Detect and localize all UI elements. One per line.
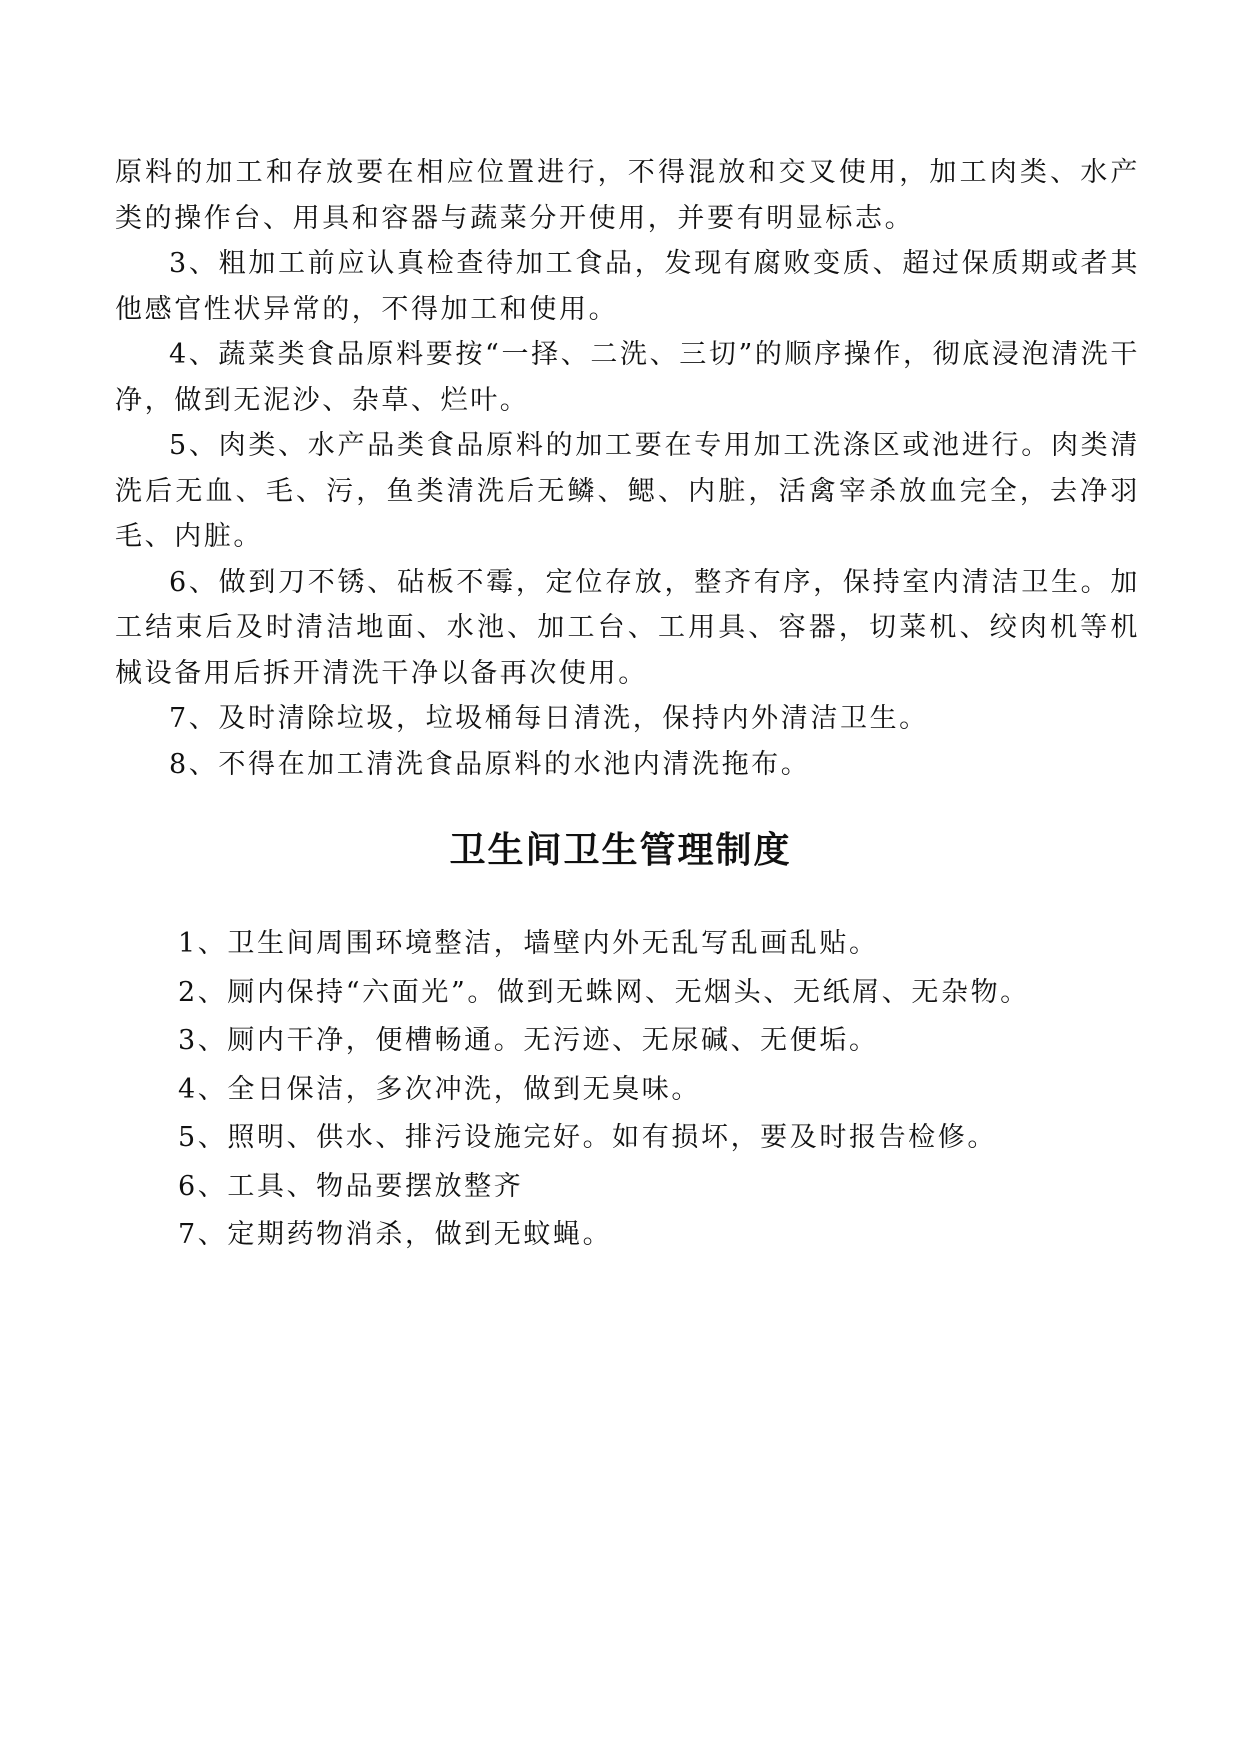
restroom-rules-list [178, 920, 1138, 1260]
section-title: 卫生间卫生管理制度 [449, 830, 792, 871]
rule-item-3: 3、粗加工前应认真检查待加工食品，发现有腐败变质、超过保质期或者其他感官性状异常的，不得加工和使用。 [115, 248, 1140, 325]
restroom-rule-6: 6、工具、物品要摆放整齐 [178, 1170, 524, 1202]
restroom-rule-7: 7、定期药物消杀，做到无蚊蝇。 [178, 1219, 613, 1250]
restroom-rule-1: 1、卫生间周围环境整洁，墙壁内外无乱写乱画乱贴。 [178, 928, 879, 959]
restroom-rule-2: 2、厕内保持“六面光”。做到无蛛网、无烟头、无纸屑、无杂物。 [178, 976, 1030, 1008]
restroom-rule-3: 3、厕内干净，便槽畅通。无污迹、无尿碱、无便垢。 [178, 1025, 879, 1056]
rule-item-4: 4、蔬菜类食品原料要按“一择、二洗、三切”的顺序操作，彻底浸泡清洗干净，做到无泥沙、杂草、烂叶。 [115, 339, 1140, 416]
rule-item-6: 6、做到刀不锈、砧板不霉，定位存放，整齐有序，保持室内清洁卫生。加工结束后及时清洁地面、水池、加工台、工用具、容器，切菜机、绞肉机等机械设备用后拆开清洗干净以备再次使用。 [115, 566, 1140, 689]
rule-item-5: 5、肉类、水产品类食品原料的加工要在专用加工洗涤区或池进行。肉类清洗后无血、毛、污，鱼类清洗后无鳞、鳃、内脏，活禽宰杀放血完全，去净羽毛、内脏。 [115, 430, 1140, 552]
restroom-rule-5: 5、照明、供水、排污设施完好。如有损坏，要及时报告检修。 [178, 1122, 997, 1153]
restroom-rule-4: 4、全日保洁，多次冲洗，做到无臭味。 [178, 1073, 701, 1105]
rule-item-7: 7、及时清除垃圾，垃圾桶每日清洗，保持内外清洁卫生。 [169, 703, 929, 734]
processing-rules-section [115, 150, 1140, 787]
rule-item-8: 8、不得在加工清洗食品原料的水池内清洗拖布。 [169, 748, 811, 780]
continuation-paragraph: 原料的加工和存放要在相应位置进行，不得混放和交叉使用，加工肉类、水产类的操作台、用具和容器与蔬菜分开使用，并要有明显标志。 [115, 157, 1140, 234]
